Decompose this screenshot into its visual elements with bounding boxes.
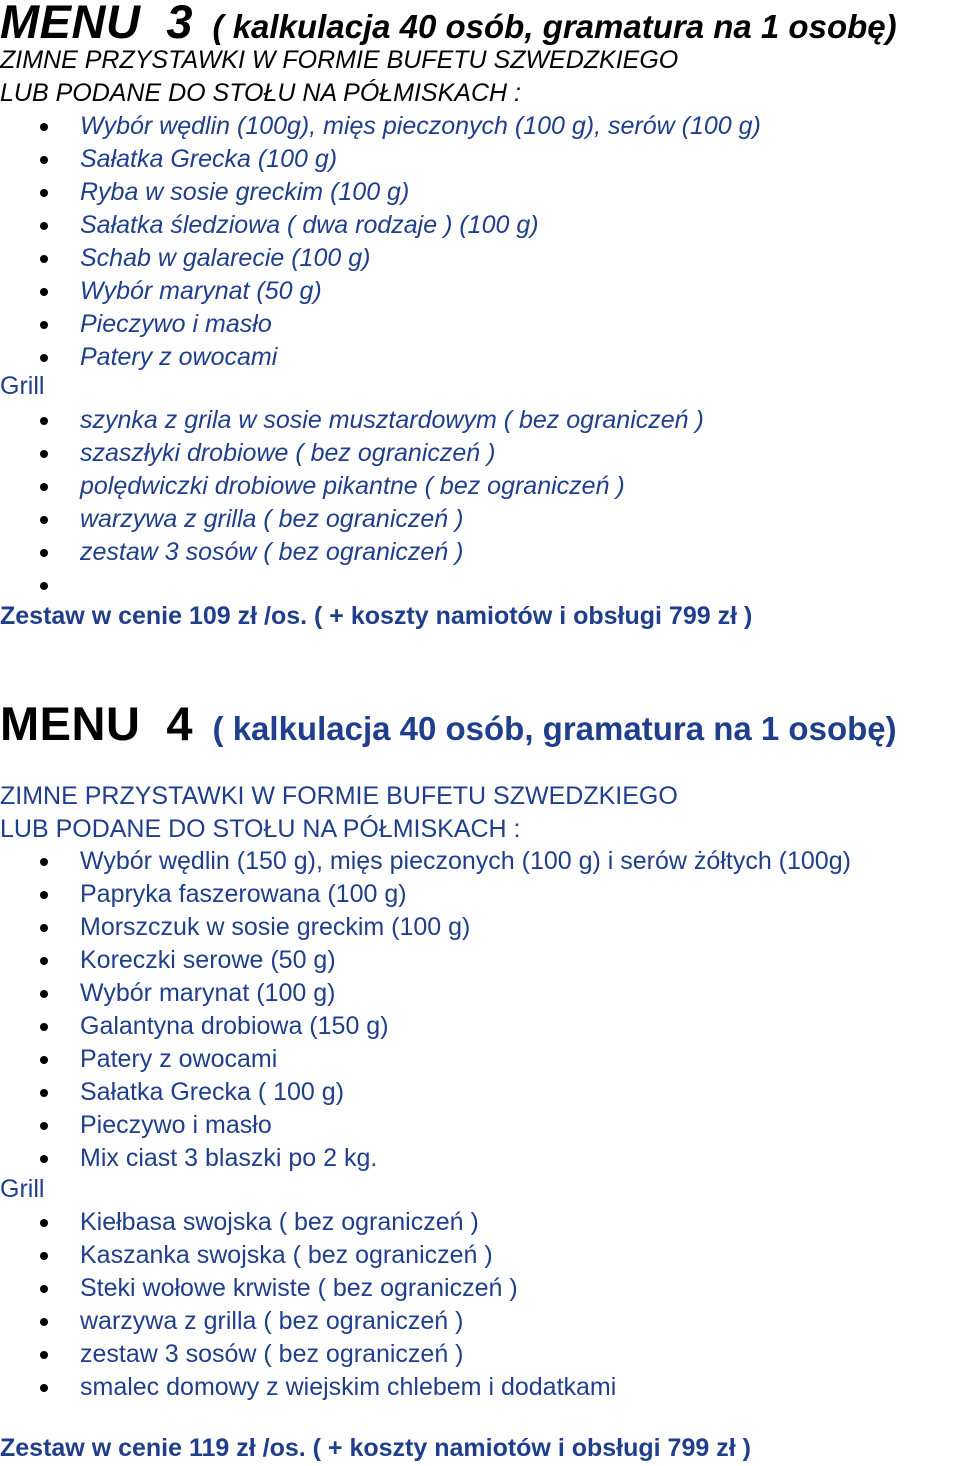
bullet-icon xyxy=(40,858,48,866)
bullet-icon xyxy=(40,1252,48,1260)
list-item xyxy=(0,536,704,569)
bullet-icon xyxy=(40,1056,48,1064)
list-item xyxy=(0,503,704,536)
bullet-icon xyxy=(40,582,48,590)
list-item-text: polędwiczki drobiowe pikantne ( bez ograniczeń ) xyxy=(80,472,625,500)
list-item-text: Steki wołowe krwiste ( bez ograniczeń ) xyxy=(80,1274,518,1302)
list-item xyxy=(0,1371,616,1404)
bullet-icon xyxy=(40,255,48,263)
bullet-icon xyxy=(40,222,48,230)
list-item-text: zestaw 3 sosów ( bez ograniczeń ) xyxy=(80,538,464,566)
list-item xyxy=(0,1109,851,1142)
list-item-text: Wybór wędlin (100g), mięs pieczonych (100 g), serów (100 g) xyxy=(80,112,761,140)
list-item xyxy=(0,845,851,878)
menu4-grill-heading: Grill xyxy=(0,1175,45,1203)
list-item xyxy=(0,308,761,341)
bullet-icon xyxy=(40,549,48,557)
list-item xyxy=(0,569,704,602)
list-item xyxy=(0,1076,851,1109)
menu3-subtitle-2: LUB PODANE DO STOŁU NA PÓŁMISKACH : xyxy=(0,79,521,107)
menu4-menu-word: MENU xyxy=(0,697,141,750)
bullet-icon xyxy=(40,891,48,899)
list-item xyxy=(0,470,704,503)
list-item-text: Wybór marynat (50 g) xyxy=(80,277,322,305)
menu4-calculation: ( kalkulacja 40 osób, gramatura na 1 osobę) xyxy=(212,710,897,747)
menu3-price xyxy=(0,600,752,633)
bullet-icon xyxy=(40,354,48,362)
menu4-price-main: Zestaw w cenie 119 zł /os. xyxy=(0,1434,306,1462)
list-item xyxy=(0,275,761,308)
bullet-icon xyxy=(40,1384,48,1392)
bullet-icon xyxy=(40,123,48,131)
list-item-text: Wybór marynat (100 g) xyxy=(80,979,336,1007)
list-item-text: Papryka faszerowana (100 g) xyxy=(80,880,407,908)
bullet-icon xyxy=(40,1122,48,1130)
list-item-text: Mix ciast 3 blaszki po 2 kg. xyxy=(80,1144,378,1172)
list-item-text: Sałatka Grecka ( 100 g) xyxy=(80,1078,345,1106)
list-item-text: szaszłyki drobiowe ( bez ograniczeń ) xyxy=(80,439,496,467)
list-item-text: szynka z grila w sosie musztardowym ( bez ograniczeń ) xyxy=(80,406,704,434)
menu4-number: 4 xyxy=(166,697,193,750)
list-item-text: Galantyna drobiowa (150 g) xyxy=(80,1012,389,1040)
menu4-subtitle-2: LUB PODANE DO STOŁU NA PÓŁMISKACH : xyxy=(0,815,521,843)
list-item xyxy=(0,1010,851,1043)
menu3-price-main: Zestaw w cenie 109 zł /os. xyxy=(0,602,308,630)
menu4-subtitle-1: ZIMNE PRZYSTAWKI W FORMIE BUFETU SZWEDZKIEGO xyxy=(0,782,678,810)
bullet-icon xyxy=(40,288,48,296)
list-item xyxy=(0,437,704,470)
menu3-subtitle-1: ZIMNE PRZYSTAWKI W FORMIE BUFETU SZWEDZKIEGO xyxy=(0,46,679,74)
list-item xyxy=(0,944,851,977)
bullet-icon xyxy=(40,1318,48,1326)
list-item xyxy=(0,110,761,143)
bullet-icon xyxy=(40,321,48,329)
list-item xyxy=(0,1338,616,1371)
menu3-menu-word: MENU xyxy=(0,0,141,48)
list-item xyxy=(0,977,851,1010)
list-item-text: Schab w galarecie (100 g) xyxy=(80,244,371,272)
list-item xyxy=(0,1142,851,1175)
bullet-icon xyxy=(40,483,48,491)
list-item xyxy=(0,911,851,944)
list-item-text: Wybór wędlin (150 g), mięs pieczonych (100 g) i serów żółtych (100g) xyxy=(80,847,851,875)
list-item-text: warzywa z grilla ( bez ograniczeń ) xyxy=(80,1307,464,1335)
bullet-icon xyxy=(40,924,48,932)
list-item xyxy=(0,1272,616,1305)
list-item-text: Koreczki serowe (50 g) xyxy=(80,946,336,974)
list-item xyxy=(0,242,761,275)
list-item-text: Kaszanka swojska ( bez ograniczeń ) xyxy=(80,1241,493,1269)
bullet-icon xyxy=(40,1351,48,1359)
menu3-grill-list xyxy=(0,404,704,602)
menu3-number: 3 xyxy=(166,0,193,48)
list-item-text: Sałatka śledziowa ( dwa rodzaje ) (100 g) xyxy=(80,211,539,239)
list-item-text: Patery z owocami xyxy=(80,343,278,371)
bullet-icon xyxy=(40,1155,48,1163)
list-item xyxy=(0,1239,616,1272)
list-item xyxy=(0,1206,616,1239)
list-item-text: Ryba w sosie greckim (100 g) xyxy=(80,178,410,206)
bullet-icon xyxy=(40,1219,48,1227)
bullet-icon xyxy=(40,1023,48,1031)
menu4-title xyxy=(0,697,897,750)
bullet-icon xyxy=(40,990,48,998)
menu3-cold-list xyxy=(0,110,761,374)
list-item-text: zestaw 3 sosów ( bez ograniczeń ) xyxy=(80,1340,464,1368)
list-item xyxy=(0,1043,851,1076)
menu3-grill-heading: Grill xyxy=(0,372,45,400)
bullet-icon xyxy=(40,189,48,197)
bullet-icon xyxy=(40,1285,48,1293)
menu4-price-extra: ( + koszty namiotów i obsługi 799 zł ) xyxy=(305,1434,751,1462)
list-item xyxy=(0,341,761,374)
bullet-icon xyxy=(40,450,48,458)
list-item-text: Morszczuk w sosie greckim (100 g) xyxy=(80,913,471,941)
menu4-cold-list xyxy=(0,845,851,1175)
bullet-icon xyxy=(40,1089,48,1097)
list-item xyxy=(0,143,761,176)
list-item xyxy=(0,1305,616,1338)
menu3-title xyxy=(0,0,897,48)
list-item xyxy=(0,209,761,242)
bullet-icon xyxy=(40,156,48,164)
menu4-grill-list xyxy=(0,1206,616,1404)
list-item xyxy=(0,878,851,911)
list-item-text: smalec domowy z wiejskim chlebem i dodatkami xyxy=(80,1373,617,1401)
bullet-icon xyxy=(40,957,48,965)
bullet-icon xyxy=(40,417,48,425)
bullet-icon xyxy=(40,516,48,524)
list-item xyxy=(0,404,704,437)
menu3-calculation: ( kalkulacja 40 osób, gramatura na 1 osobę) xyxy=(212,8,897,45)
list-item-text: Patery z owocami xyxy=(80,1045,278,1073)
list-item-text: Sałatka Grecka (100 g) xyxy=(80,145,338,173)
list-item-text: Pieczywo i masło xyxy=(80,1111,272,1139)
list-item-text: warzywa z grilla ( bez ograniczeń ) xyxy=(80,505,464,533)
list-item-text: Pieczywo i masło xyxy=(80,310,272,338)
list-item-text: Kiełbasa swojska ( bez ograniczeń ) xyxy=(80,1208,479,1236)
list-item xyxy=(0,176,761,209)
menu4-price xyxy=(0,1432,751,1465)
menu3-price-extra: ( + koszty namiotów i obsługi 799 zł ) xyxy=(307,602,753,630)
